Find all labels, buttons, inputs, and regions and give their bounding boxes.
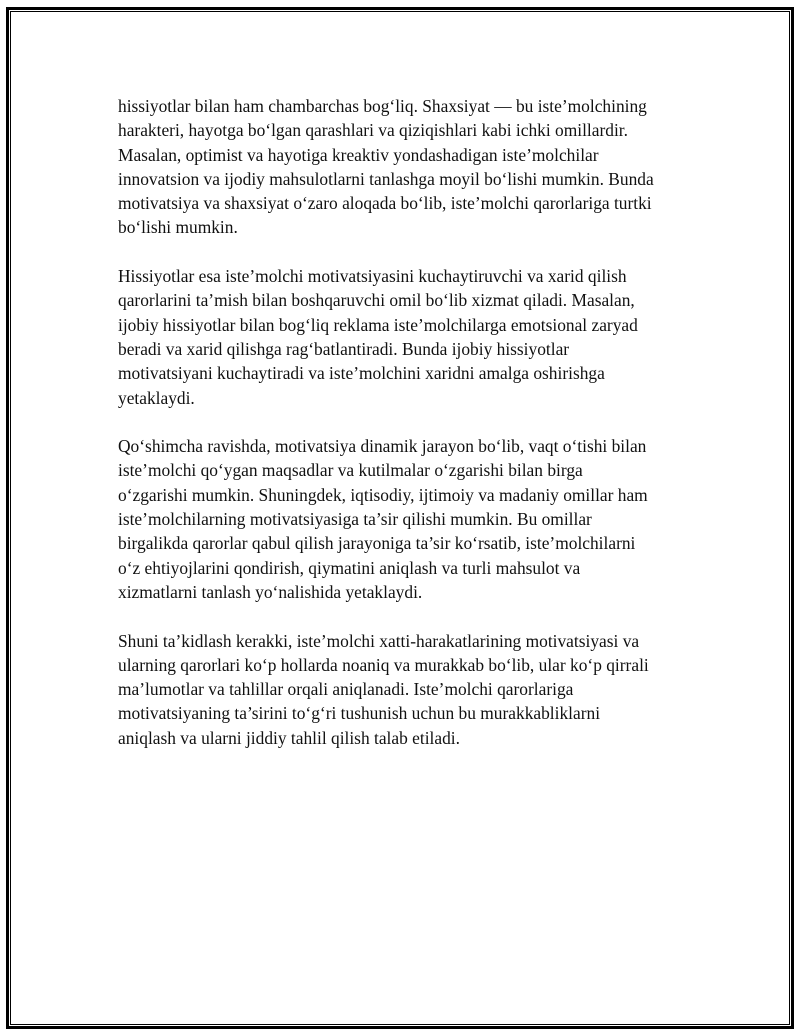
text-line: qarorlarini ta’mish bilan boshqaruvchi omil bo‘lib xizmat qiladi. Masalan, bbox=[118, 290, 635, 311]
text-line: birgalikda qarorlar qabul qilish jarayoniga ta’sir ko‘rsatib, iste’molchilarni bbox=[118, 533, 636, 554]
text-line: xizmatlarni tanlash yo‘nalishida yetaklaydi. bbox=[118, 581, 423, 602]
text-line: motivatsiyaning ta’sirini to‘g‘ri tushunish uchun bu murakkabliklarni bbox=[118, 703, 601, 724]
text-line: Qo‘shimcha ravishda, motivatsiya dinamik jarayon bo‘lib, vaqt o‘tishi bilan bbox=[118, 436, 647, 457]
document-body bbox=[118, 94, 708, 774]
text-line: beradi va xarid qilishga rag‘batlantiradi. Bunda ijobiy hissiyotlar bbox=[118, 338, 570, 359]
text-line: iste’molchilarning motivatsiyasiga ta’sir qilishi mumkin. Bu omillar bbox=[118, 509, 592, 530]
paragraph-3 bbox=[118, 434, 708, 604]
text-line: yetaklaydi. bbox=[118, 387, 195, 408]
text-line: Shuni ta’kidlash kerakki, iste’molchi xatti-harakatlarining motivatsiyasi va bbox=[118, 630, 640, 651]
text-line: innovatsion va ijodiy mahsulotlarni tanlashga moyil bo‘lishi mumkin. Bunda bbox=[118, 168, 654, 189]
text-line: ma’lumotlar va tahlillar orqali aniqlanadi. Iste’molchi qarorlariga bbox=[118, 679, 574, 700]
text-line: Masalan, optimist va hayotiga kreaktiv yondashadigan iste’molchilar bbox=[118, 144, 599, 165]
text-line: ularning qarorlari ko‘p hollarda noaniq va murakkab bo‘lib, ular ko‘p qirrali bbox=[118, 654, 649, 675]
text-line: motivatsiyani kuchaytiradi va iste’molchini xaridni amalga oshirishga bbox=[118, 363, 605, 384]
paragraph-4 bbox=[118, 629, 708, 750]
text-line: Hissiyotlar esa iste’molchi motivatsiyasini kuchaytiruvchi va xarid qilish bbox=[118, 266, 627, 287]
text-line: iste’molchi qo‘ygan maqsadlar va kutilmalar o‘zgarishi bilan birga bbox=[118, 460, 583, 481]
text-line: hissiyotlar bilan ham chambarchas bog‘liq. Shaxsiyat — bu iste’molchining bbox=[118, 96, 647, 116]
text-line: bo‘lishi mumkin. bbox=[118, 217, 238, 238]
paragraph-1 bbox=[118, 94, 708, 240]
paragraph-2 bbox=[118, 264, 708, 410]
text-line: ijobiy hissiyotlar bilan bog‘liq reklama iste’molchilarga emotsional zaryad bbox=[118, 314, 638, 335]
text-line: aniqlash va ularni jiddiy tahlil qilish talab etiladi. bbox=[118, 727, 460, 748]
text-line: o‘z ehtiyojlarini qondirish, qiymatini aniqlash va turli mahsulot va bbox=[118, 557, 581, 578]
text-line: motivatsiya va shaxsiyat o‘zaro aloqada bo‘lib, iste’molchi qarorlariga turtki bbox=[118, 193, 652, 214]
text-line: o‘zgarishi mumkin. Shuningdek, iqtisodiy, ijtimoiy va madaniy omillar ham bbox=[118, 484, 648, 505]
text-line: harakteri, hayotga bo‘lgan qarashlari va qiziqishlari kabi ichki omillardir. bbox=[118, 120, 628, 141]
